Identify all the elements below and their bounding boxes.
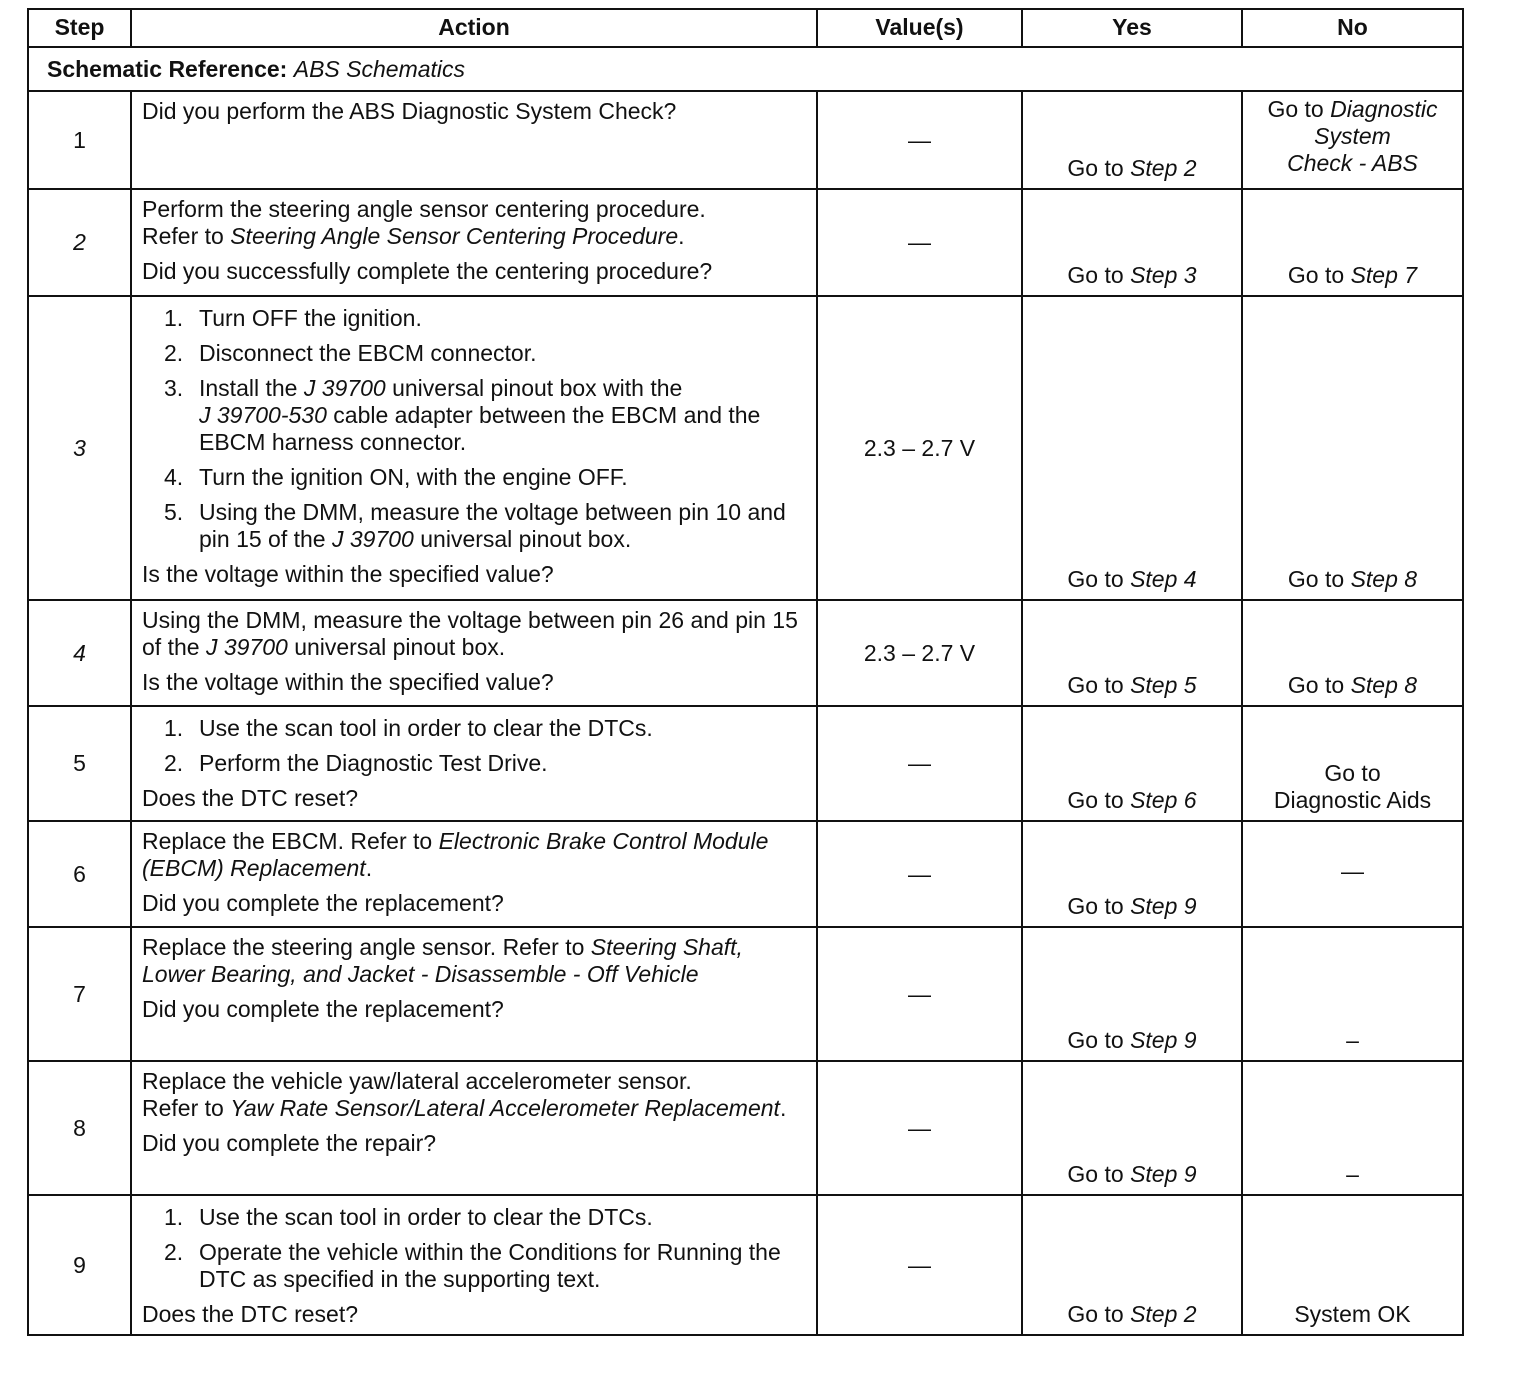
action-cell bbox=[131, 706, 817, 821]
table-row bbox=[28, 189, 1463, 296]
no-cell bbox=[1242, 189, 1463, 296]
action-question: Did you successfully complete the centering procedure? bbox=[142, 258, 713, 284]
yes-cell bbox=[1022, 706, 1242, 821]
action-question: Does the DTC reset? bbox=[142, 1301, 359, 1327]
list-item: 1. Use the scan tool in order to clear the DTCs. bbox=[164, 1204, 653, 1230]
action-cell bbox=[131, 296, 817, 600]
action-cell bbox=[131, 1195, 817, 1335]
header-row bbox=[28, 9, 1463, 47]
list-item-text: universal pinout box. bbox=[420, 526, 632, 552]
no-cell: – bbox=[1242, 927, 1463, 1061]
schematic-link[interactable]: ABS Schematics bbox=[293, 55, 466, 82]
no-prefix: Go to bbox=[1287, 262, 1345, 288]
value-cell: — bbox=[817, 91, 1022, 189]
no-link[interactable]: Diagnostic Aids bbox=[1273, 787, 1432, 813]
table-row bbox=[28, 1061, 1463, 1195]
schematic-reference-row bbox=[28, 47, 1463, 91]
value-cell: — bbox=[817, 1195, 1022, 1335]
yes-prefix: Go to bbox=[1067, 1027, 1124, 1053]
list-item-text: Perform the Diagnostic Test Drive. bbox=[199, 750, 548, 776]
list-item-text: Disconnect the EBCM connector. bbox=[199, 340, 537, 366]
action-text: Using the DMM, measure the voltage between pin 26 and pin 15 of the bbox=[142, 607, 798, 660]
action-line: Replace the vehicle yaw/lateral accelerometer sensor. bbox=[142, 1068, 692, 1094]
value-cell: — bbox=[817, 706, 1022, 821]
yes-step-link[interactable]: Step 9 bbox=[1130, 1027, 1197, 1053]
table-row bbox=[28, 821, 1463, 927]
yes-step-link[interactable]: Step 2 bbox=[1130, 155, 1197, 181]
no-link-line3[interactable]: Check - ABS bbox=[1287, 150, 1418, 176]
action-question: Does the DTC reset? bbox=[142, 785, 359, 811]
no-cell bbox=[1242, 91, 1463, 189]
refer-suffix: . bbox=[779, 1095, 787, 1121]
refer-suffix: . bbox=[365, 855, 373, 881]
tool-link[interactable]: J 39700 bbox=[205, 634, 288, 660]
schematic-label: Schematic Reference: bbox=[47, 55, 288, 82]
action-question: Did you complete the repair? bbox=[142, 1130, 437, 1156]
list-item-text: Turn OFF the ignition. bbox=[199, 305, 422, 331]
step-number: 5 bbox=[28, 706, 131, 821]
step-number: 8 bbox=[28, 1061, 131, 1195]
refer-link[interactable]: Steering Shaft, Lower Bearing, and Jacket - Disassemble - Off Vehicle bbox=[142, 934, 743, 987]
step-number: 7 bbox=[28, 927, 131, 1061]
list-item: 2. Operate the vehicle within the Conditions for Running the DTC as specified in the supporting text. bbox=[164, 1239, 781, 1292]
list-item: 3. Install the J 39700 universal pinout box with the J 39700-530 cable adapter between the EBCM and the EBCM harness connector. bbox=[164, 375, 761, 455]
list-item-text: Use the scan tool in order to clear the DTCs. bbox=[199, 1204, 653, 1230]
yes-step-link[interactable]: Step 9 bbox=[1130, 893, 1197, 919]
action-line bbox=[142, 607, 806, 661]
yes-step-link[interactable]: Step 9 bbox=[1130, 1161, 1197, 1187]
action-refer-line bbox=[142, 223, 806, 250]
no-cell bbox=[1242, 600, 1463, 706]
no-cell: – bbox=[1242, 1061, 1463, 1195]
action-refer-line bbox=[142, 1095, 806, 1122]
yes-cell bbox=[1022, 927, 1242, 1061]
list-item-text: cable adapter between the EBCM and the EBCM harness connector. bbox=[199, 402, 761, 455]
yes-step-link[interactable]: Step 6 bbox=[1130, 787, 1197, 813]
list-item: 4. Turn the ignition ON, with the engine OFF. bbox=[164, 464, 628, 490]
no-prefix: Go to bbox=[1267, 96, 1324, 122]
yes-prefix: Go to bbox=[1067, 155, 1124, 181]
action-question: Did you complete the replacement? bbox=[142, 996, 504, 1022]
value-cell: 2.3 – 2.7 V bbox=[817, 600, 1022, 706]
list-item: 1. Turn OFF the ignition. bbox=[164, 305, 422, 331]
header-action: Action bbox=[131, 9, 817, 47]
yes-prefix: Go to bbox=[1067, 893, 1124, 919]
list-item-text: Install the bbox=[199, 375, 298, 401]
table-row bbox=[28, 1195, 1463, 1335]
yes-cell bbox=[1022, 821, 1242, 927]
yes-prefix: Go to bbox=[1067, 262, 1124, 288]
no-cell: — bbox=[1242, 821, 1463, 927]
table-row bbox=[28, 296, 1463, 600]
header-values: Value(s) bbox=[817, 9, 1022, 47]
action-text: Did you perform the ABS Diagnostic System Check? bbox=[142, 98, 677, 124]
action-list bbox=[142, 305, 806, 553]
table-row bbox=[28, 91, 1463, 189]
yes-cell bbox=[1022, 91, 1242, 189]
value-cell: — bbox=[817, 821, 1022, 927]
action-question: Is the voltage within the specified value? bbox=[142, 669, 554, 695]
refer-prefix: Refer to bbox=[142, 223, 224, 249]
header-step: Step bbox=[28, 9, 131, 47]
list-item: 2. Disconnect the EBCM connector. bbox=[164, 340, 537, 366]
yes-prefix: Go to bbox=[1067, 1161, 1124, 1187]
tool-link[interactable]: J 39700-530 bbox=[199, 402, 327, 428]
list-item-text: Using the DMM, measure the voltage between pin 10 and pin 15 of the bbox=[199, 499, 786, 552]
tool-link[interactable]: J 39700 bbox=[332, 526, 414, 552]
refer-link[interactable]: Steering Angle Sensor Centering Procedure bbox=[230, 223, 679, 249]
no-link-line2[interactable]: System bbox=[1314, 123, 1391, 149]
step-number: 1 bbox=[28, 91, 131, 189]
yes-prefix: Go to bbox=[1067, 1301, 1124, 1327]
yes-cell bbox=[1022, 1195, 1242, 1335]
list-item-text: Use the scan tool in order to clear the DTCs. bbox=[199, 715, 653, 741]
yes-step-link[interactable]: Step 2 bbox=[1130, 1301, 1197, 1327]
yes-cell bbox=[1022, 296, 1242, 600]
action-text: Replace the steering angle sensor. Refer to bbox=[142, 934, 585, 960]
step-number: 3 bbox=[28, 296, 131, 600]
no-step-link[interactable]: Step 8 bbox=[1350, 672, 1418, 698]
yes-prefix: Go to bbox=[1067, 566, 1124, 592]
list-item-text: Operate the vehicle within the Conditions for Running the DTC as specified in the supporting text. bbox=[199, 1239, 781, 1292]
action-cell bbox=[131, 1061, 817, 1195]
no-step-link[interactable]: Step 8 bbox=[1350, 566, 1418, 592]
list-item-text: Turn the ignition ON, with the engine OFF. bbox=[199, 464, 628, 490]
yes-cell bbox=[1022, 1061, 1242, 1195]
yes-cell bbox=[1022, 600, 1242, 706]
value-cell: 2.3 – 2.7 V bbox=[817, 296, 1022, 600]
no-cell: System OK bbox=[1242, 1195, 1463, 1335]
action-cell bbox=[131, 91, 817, 189]
action-list bbox=[142, 715, 806, 777]
no-prefix: Go to bbox=[1324, 760, 1381, 786]
yes-step-link[interactable]: Step 3 bbox=[1130, 262, 1197, 288]
value-cell: — bbox=[817, 1061, 1022, 1195]
action-line: Perform the steering angle sensor centering procedure. bbox=[142, 196, 706, 222]
action-line bbox=[142, 828, 806, 882]
yes-cell bbox=[1022, 189, 1242, 296]
table-row bbox=[28, 927, 1463, 1061]
list-item: 5. Using the DMM, measure the voltage between pin 10 and pin 15 of the J 39700 universal pinout box. bbox=[164, 499, 786, 552]
value-cell: — bbox=[817, 189, 1022, 296]
header-no: No bbox=[1242, 9, 1463, 47]
no-prefix: Go to bbox=[1287, 672, 1345, 698]
action-text: universal pinout box. bbox=[294, 634, 506, 660]
no-cell bbox=[1242, 296, 1463, 600]
table-row bbox=[28, 600, 1463, 706]
header-yes: Yes bbox=[1022, 9, 1242, 47]
action-cell bbox=[131, 927, 817, 1061]
list-item: 1. Use the scan tool in order to clear the DTCs. bbox=[164, 715, 653, 741]
step-number: 2 bbox=[28, 189, 131, 296]
value-cell: — bbox=[817, 927, 1022, 1061]
yes-step-link[interactable]: Step 4 bbox=[1130, 566, 1197, 592]
action-cell bbox=[131, 600, 817, 706]
action-line bbox=[142, 934, 806, 988]
no-prefix: Go to bbox=[1287, 566, 1345, 592]
no-step-link[interactable]: Step 7 bbox=[1350, 262, 1418, 288]
tool-link[interactable]: J 39700 bbox=[303, 375, 386, 401]
refer-suffix: . bbox=[678, 223, 685, 249]
action-question: Did you complete the replacement? bbox=[142, 890, 504, 916]
diagnostic-table bbox=[27, 8, 1464, 1336]
action-cell bbox=[131, 189, 817, 296]
action-question: Is the voltage within the specified value? bbox=[142, 561, 554, 587]
action-text: Replace the EBCM. Refer to bbox=[142, 828, 433, 854]
yes-step-link[interactable]: Step 5 bbox=[1130, 672, 1197, 698]
list-item: 2. Perform the Diagnostic Test Drive. bbox=[164, 750, 548, 776]
refer-link[interactable]: Electronic Brake Control Module (EBCM) Replacement bbox=[142, 828, 769, 881]
schematic-reference bbox=[28, 47, 1463, 91]
refer-prefix: Refer to bbox=[142, 1095, 224, 1121]
no-link[interactable]: Diagnostic bbox=[1330, 96, 1438, 122]
list-item-text: universal pinout box with the bbox=[392, 375, 683, 401]
refer-link[interactable]: Yaw Rate Sensor/Lateral Accelerometer Replacement bbox=[230, 1095, 780, 1121]
step-number: 4 bbox=[28, 600, 131, 706]
yes-prefix: Go to bbox=[1067, 672, 1124, 698]
action-list bbox=[142, 1204, 806, 1293]
no-cell bbox=[1242, 706, 1463, 821]
yes-prefix: Go to bbox=[1067, 787, 1124, 813]
step-number: 6 bbox=[28, 821, 131, 927]
table-row bbox=[28, 706, 1463, 821]
step-number: 9 bbox=[28, 1195, 131, 1335]
action-cell bbox=[131, 821, 817, 927]
